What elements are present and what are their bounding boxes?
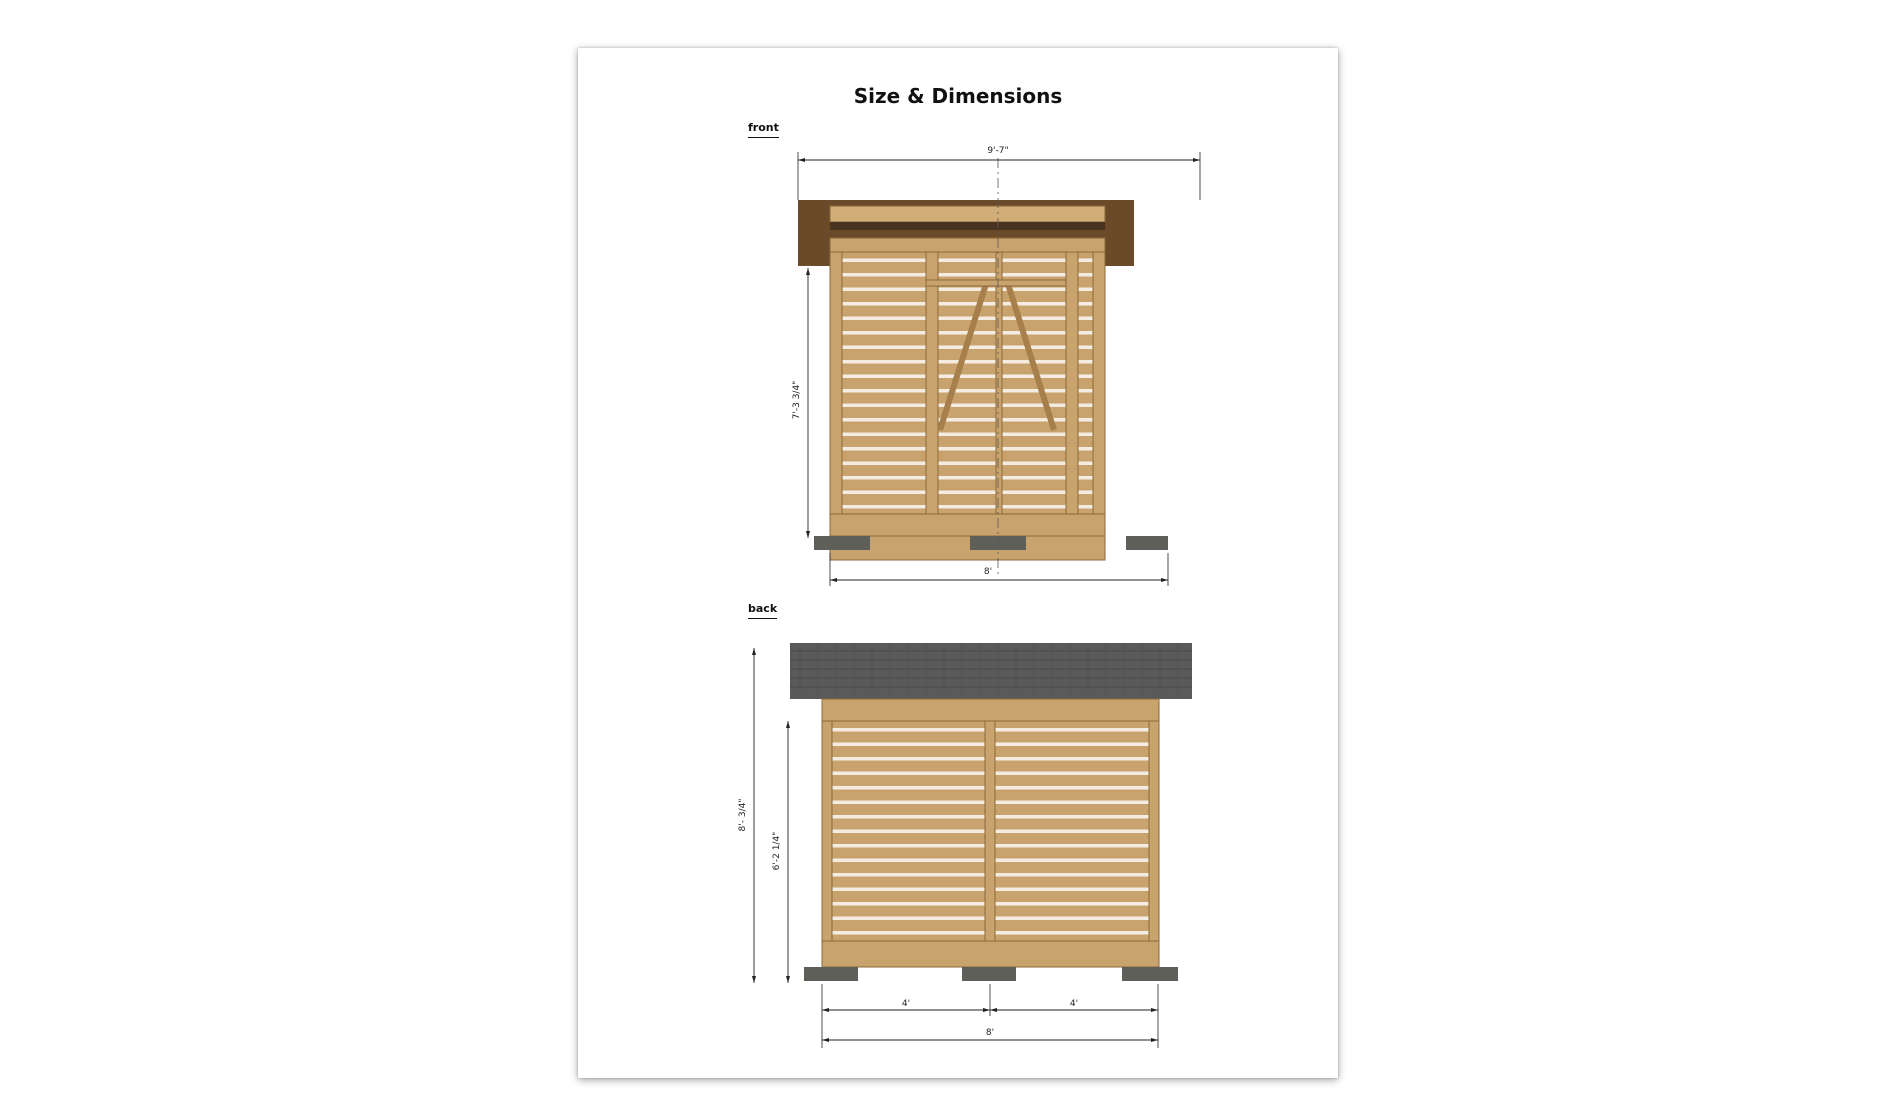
front-elevation bbox=[792, 146, 1200, 586]
back-floor-frame bbox=[822, 941, 1159, 967]
front-slat-gap bbox=[834, 505, 1101, 509]
front-view-label: front bbox=[748, 121, 779, 138]
front-post bbox=[926, 238, 938, 514]
front-slat-gap bbox=[834, 389, 1101, 393]
front-top-rail bbox=[830, 238, 1105, 252]
back-block-left bbox=[804, 967, 858, 981]
front-post bbox=[996, 238, 1002, 514]
front-block-left bbox=[814, 536, 870, 550]
drawing-sheet bbox=[578, 48, 1338, 1078]
front-slat-gap bbox=[834, 491, 1101, 495]
front-roof-fascia bbox=[830, 206, 1105, 222]
front-height-label: 7'-3 3/4" bbox=[792, 380, 802, 420]
front-slat-gap bbox=[834, 273, 1101, 277]
front-slat-gap bbox=[834, 259, 1101, 263]
front-slat-gap bbox=[834, 447, 1101, 451]
front-slat-gap bbox=[834, 375, 1101, 379]
front-slat-gap bbox=[834, 418, 1101, 422]
back-base-width-label: 8' bbox=[985, 1028, 995, 1038]
back-elevation bbox=[738, 643, 1192, 1048]
back-right-half-label: 4' bbox=[1069, 999, 1079, 1009]
back-left-half-label: 4' bbox=[901, 999, 911, 1009]
back-wall-height-label: 6'-2 1/4" bbox=[772, 831, 782, 871]
front-post bbox=[1093, 238, 1105, 514]
front-door-rail bbox=[926, 280, 1066, 286]
front-post bbox=[830, 238, 842, 514]
front-floor-frame bbox=[830, 514, 1105, 536]
back-block-right bbox=[1122, 967, 1178, 981]
front-overall-width-label: 9'-7" bbox=[987, 146, 1009, 156]
front-slat-gap bbox=[834, 404, 1101, 408]
back-overall-height-label: 8'- 3/4" bbox=[738, 798, 748, 832]
back-view-label: back bbox=[748, 602, 777, 619]
front-slat-gap bbox=[834, 476, 1101, 480]
front-slat-gap bbox=[834, 433, 1101, 437]
page-title: Size & Dimensions bbox=[853, 84, 1063, 108]
front-post bbox=[1066, 238, 1078, 514]
back-header bbox=[822, 699, 1159, 721]
front-block-right bbox=[1126, 536, 1168, 550]
back-post bbox=[985, 721, 995, 941]
back-block-center bbox=[962, 967, 1016, 981]
front-slat-gap bbox=[834, 317, 1101, 321]
front-slat-gap bbox=[834, 360, 1101, 364]
shed-elevation-drawings bbox=[578, 48, 1338, 1078]
back-post bbox=[822, 721, 832, 941]
front-slat-gap bbox=[834, 302, 1101, 306]
front-slat-gap bbox=[834, 288, 1101, 292]
front-roof-shadow bbox=[830, 222, 1105, 230]
back-roof bbox=[790, 643, 1192, 699]
front-base-width-label: 8' bbox=[983, 567, 993, 577]
front-slat-gap bbox=[834, 462, 1101, 466]
back-post bbox=[1149, 721, 1159, 941]
